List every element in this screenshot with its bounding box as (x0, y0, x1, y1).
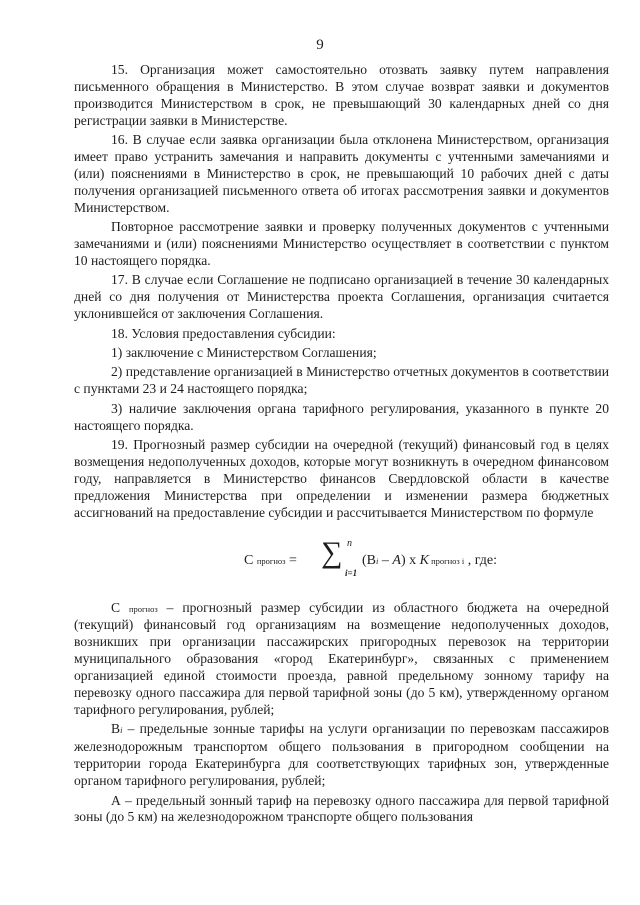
formula-lhs: С прогноз = (244, 552, 297, 568)
condition-3: 3) наличие заключения органа тарифного регулирования, указанного в пункте 20 настоящего порядка. (74, 400, 609, 433)
sum-upper-limit: n (347, 537, 352, 549)
subsidy-formula (74, 535, 609, 578)
paragraph-17: 17. В случае если Соглашение не подписано организацией в течение 30 календарных дней со дня получения от Министерства проекта Соглашения, организация считается уклонившейся от заключения Соглашения. (74, 272, 609, 322)
condition-2: 2) представление организацией в Министерство отчетных документов в соответствии с пунктами 23 и 24 настоящего порядка; (74, 364, 609, 397)
definition-b-i: Вi – предельные зонные тарифы на услуги организации по перевозкам пассажиров железнодорожным транспортом общего пользования в пригородном сообщении на территории города Екатеринбурга для соответствующих тарифных зон, утвержденные органом тарифного регулирования, рублей; (74, 721, 609, 789)
formula-body: (Вi – A) х K прогноз i , где: (362, 552, 498, 568)
document-body (74, 62, 609, 829)
definition-c-prognoz: С прогноз – прогнозный размер субсидии из областного бюджета на очередной (текущий) финансовый год организациям на возмещение недополученных доходов, возникших при организации пассажирских пригородных перевозок на территории муниципального образования «город Екатеринбург», связанных с применением организацией единой стоимости проезда, равной предельному зонному тарифу на перевозку одного пассажира для первой тарифной зоны (до 5 км), утвержденному органом тарифного регулирования, рублей; (74, 599, 609, 717)
paragraph-19: 19. Прогнозный размер субсидии на очередной (текущий) финансовый год в целях возмещения недополученных доходов, которые могут возникнуть в очередном финансовом году, направляется в Министерство финансов Свердловской области в качестве предложения Министерства при определении и изменении размера бюджетных ассигнований на предоставление субсидии и рассчитывается Министерством по формуле (74, 437, 609, 520)
sum-lower-limit: i=1 (345, 567, 358, 578)
definition-a: А – предельный зонный тариф на перевозку одного пассажира для первой тарифной зоны (до 5 км) на железнодорожном транспорте общего пользования (74, 792, 609, 825)
paragraph-16: 16. В случае если заявка организации была отклонена Министерством, организация имеет право устранить замечания и направить документы с учтенными замечаниями и (или) пояснениями в Министерство в срок, не превышающий 10 рабочих дней с даты получения организацией письменного ответа об итогах рассмотрения заявки и документов Министерством. (74, 132, 609, 215)
paragraph-16-repeat: Повторное рассмотрение заявки и проверку полученных документов с учтенными замечаниями и (или) пояснениями Министерство осуществляет в соответствии с пунктом 10 настоящего порядка. (74, 219, 609, 268)
paragraph-18: 18. Условия предоставления субсидии: (111, 325, 336, 341)
paragraph-15: 15. Организация может самостоятельно отозвать заявку путем направления письменного обращения в Министерство. В этом случае возврат заявки и документов производится Министерством в срок, не превышающий 30 календарных дней со дня регистрации заявки в Министерстве. (74, 62, 609, 128)
page-number: 9 (316, 37, 324, 53)
condition-1: 1) заключение с Министерством Соглашения; (111, 345, 377, 360)
sum-sign: ∑ (321, 535, 343, 569)
